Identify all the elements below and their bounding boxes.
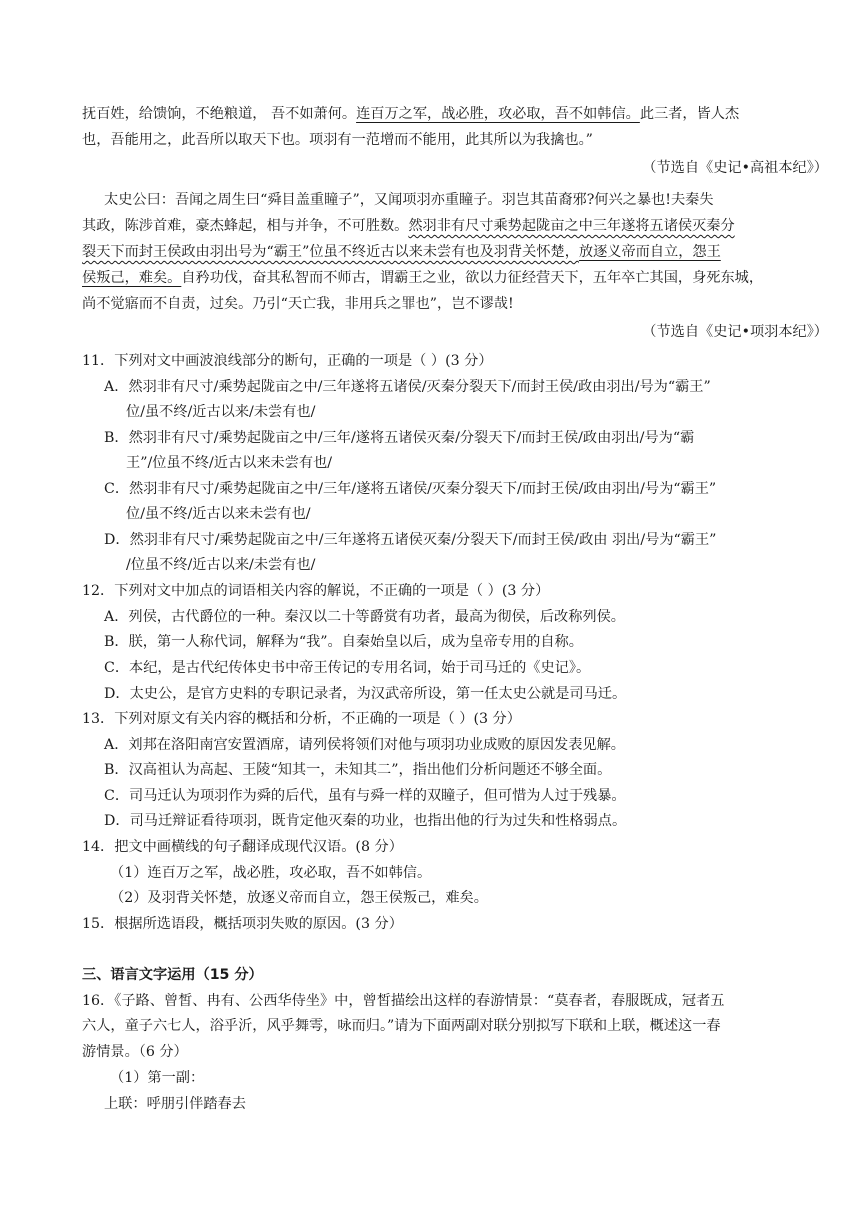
q15-stem: 15．根据所选语段，概括项羽失败的原因。(3 分） (82, 916, 403, 932)
passage1-text: 此三者，皆人杰 (639, 106, 740, 122)
q14-sentence-1: （1）连百万之军，战必胜，攻必取，吾不如韩信。 (110, 865, 432, 881)
q14-sentence-2: （2）及羽背关怀楚，放逐义帝而自立，怨王侯叛己，难矣。 (110, 890, 488, 906)
q11-option-c: C．然羽非有尺寸/乘势起陇亩之中/三年/遂将五诸侯/灭秦分裂天下/而封王侯/政由羽出/号为“霸王” (104, 481, 717, 497)
q12-option-d: D．太史公，是官方史料的专职记录者，为汉武帝所设，第一任太史公就是司马迁。 (104, 686, 627, 702)
passage1-line-2: 也，吾能用之，此吾所以取天下也。项羽有一范增而不能用，此其所以为我擒也。” (82, 132, 593, 148)
q16-sub-1: （1）第一副： (110, 1070, 205, 1086)
passage2-line-3 (82, 241, 721, 263)
passage2-line-2 (82, 215, 735, 237)
underlined-sentence-2: 放逐义帝而自立，怨王 (578, 244, 721, 260)
passage2-line-1: 太史公曰：吾闻之周生曰“舜目盖重瞳子”，又闻项羽亦重瞳子。羽岂其苗裔邪?何兴之暴也!夫秦失 (104, 192, 714, 208)
section-heading: 三、语言文字运用（15 分） (82, 967, 263, 983)
passage2-text: 自矜功伐，奋其私智而不师古，谓霸王之业，欲以力征经营天下，五年卒亡其国，身死东城， (181, 270, 764, 286)
passage2-line-5: 尚不觉寤而不自责，过矣。乃引“天亡我，非用兵之罪也”，岂不谬哉! (82, 296, 514, 312)
q13-stem: 13．下列对原文有关内容的概括和分析，不正确的一项是（ ）(3 分） (82, 711, 521, 727)
q11-option-a-cont: 位/虽不终/近古以来/未尝有也/ (126, 404, 316, 420)
underlined-sentence-1: 连百万之军，战必胜，攻必取，吾不如韩信。 (356, 106, 640, 122)
wavy-underlined-text: 裂天下而封王侯政由羽出号为“霸王”位虽不终近古以来未尝有也及羽背关怀楚， (82, 244, 579, 260)
passage2-text: 其政，陈涉首难，豪杰蜂起，相与并争，不可胜数。 (82, 218, 409, 234)
q14-stem: 14．把文中画横线的句子翻译成现代汉语。(8 分） (82, 839, 403, 855)
q12-stem: 12．下列对文中加点的词语相关内容的解说，不正确的一项是（ ）(3 分） (82, 583, 550, 599)
q13-option-a: A．刘邦在洛阳南宫安置酒席，请列侯将领们对他与项羽功业成败的原因发表见解。 (104, 737, 625, 753)
q16-upper-couplet: 上联：呼朋引伴踏春去 (104, 1096, 246, 1112)
q16-line-2: 六人，童子六七人，浴乎沂，风乎舞雩，咏而归。”请为下面两副对联分别拟写下联和上联，概述这一春 (82, 1018, 721, 1034)
passage1-line-1 (82, 103, 739, 125)
q13-option-b: B．汉高祖认为高起、王陵“知其一，未知其二”，指出他们分析问题还不够全面。 (104, 762, 612, 778)
q12-option-c: C．本纪，是古代纪传体史书中帝王传记的专用名词，始于司马迁的《史记》。 (104, 660, 591, 676)
q11-option-d: D．然羽非有尺寸/乘势起陇亩之中/三年遂将五诸侯灭秦/分裂天下/而封王侯/政由 羽出/号为“霸王” (104, 532, 717, 548)
passage1-text: 抚百姓，给馈饷，不绝粮道， 吾不如萧何。 (82, 106, 357, 122)
passage2-line-4 (82, 267, 763, 289)
passage2-source: （节选自《史记•项羽本纪》） (642, 324, 828, 340)
wavy-underlined-text: 然羽非有尺寸乘势起陇亩之中三年遂将五诸侯灭秦分 (408, 218, 735, 234)
passage1-source: （节选自《史记•高祖本纪》） (642, 160, 828, 176)
q16-line-1: 16．《子路、曾皙、冉有、公西华侍坐》中，曾皙描绘出这样的春游情景：“莫春者，春服既成，冠者五 (82, 993, 725, 1009)
q13-option-d: D．司马迁辩证看待项羽，既肯定他灭秦的功业，也指出他的行为过失和性格弱点。 (104, 813, 627, 829)
q11-option-b-cont: 王”/位虽不终/近古以来未尝有也/ (126, 455, 333, 471)
q11-option-a: A．然羽非有尺寸/乘势起陇亩之中/三年遂将五诸侯/灭秦分裂天下/而封王侯/政由羽出/号为“霸王” (104, 379, 711, 395)
q11-option-c-cont: 位/虽不终/近古以来未尝有也/ (126, 506, 311, 522)
q12-option-a: A．列侯，古代爵位的一种。秦汉以二十等爵赏有功者，最高为彻侯，后改称列侯。 (104, 609, 625, 625)
underlined-sentence-2-end: 侯叛己，难矣。 (82, 270, 182, 286)
q13-option-c: C．司马迁认为项羽作为舜的后代，虽有与舜一样的双瞳子，但可惜为人过于残暴。 (104, 788, 626, 804)
q12-option-b: B．朕，第一人称代词，解释为“我”。自秦始皇以后，成为皇帝专用的自称。 (104, 634, 583, 650)
q11-option-b: B．然羽非有尺寸/乘势起陇亩之中/三年/遂将五诸侯灭秦/分裂天下/而封王侯/政由羽出/号为“霸 (104, 430, 695, 446)
q16-line-3: 游情景。（6 分） (82, 1044, 188, 1060)
q11-stem: 11．下列对文中画波浪线部分的断句，正确的一项是（ ）(3 分） (82, 353, 493, 369)
q11-option-d-cont: /位虽不终/近古以来/未尝有也/ (126, 557, 316, 573)
